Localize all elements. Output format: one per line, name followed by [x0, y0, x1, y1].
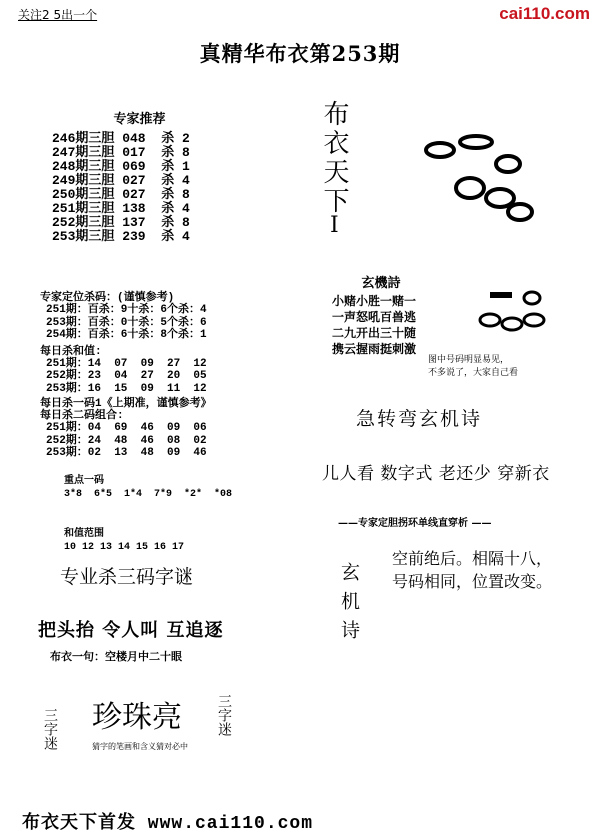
- expert-row: 248期三胆 069 杀 1: [52, 159, 190, 174]
- daily-two-row: 253期：02 13 48 09 46: [46, 447, 207, 459]
- expert-row: 251期三胆 138 杀 4: [52, 201, 190, 216]
- xuanji-line: 号码相同，位置改变。: [392, 572, 553, 591]
- pearl-riddle: 珍珠亮: [92, 700, 182, 735]
- poem-line: 一声怒吼百兽逃: [332, 310, 417, 324]
- expert-row: 250期三胆 027 杀 8: [52, 187, 190, 202]
- poem-panel: [330, 270, 432, 362]
- poem-line: 携云握雨挺刺激: [332, 342, 417, 356]
- expert-row: 246期三胆 048 杀 2: [52, 131, 190, 146]
- pearl-note: 猜字的笔画和含义猜对必中: [92, 742, 188, 751]
- expert-panel: [42, 98, 237, 263]
- circles-figure: [420, 128, 540, 228]
- hint-note-line: 图中号码明显易见，: [428, 355, 510, 365]
- brand-url[interactable]: cai110.com: [499, 4, 590, 23]
- xuanji-line: 空前绝后。相隔十八，: [392, 549, 553, 568]
- sum-range-label: 和值范围: [64, 529, 105, 540]
- numbers-figure: [476, 288, 556, 340]
- daily-two-row: 251期：04 69 46 09 06: [46, 422, 207, 434]
- position-kill-row: 254期：百杀：6十杀：8个杀：1: [46, 329, 207, 341]
- top-note: 关注2 5出一个: [18, 8, 98, 22]
- roman-numeral: I: [330, 213, 339, 238]
- daily-sum-title: 每日杀和值:: [40, 345, 102, 358]
- sum-range-values: 10 12 13 14 15 16 17: [64, 541, 185, 553]
- expert-title: 专家推荐: [113, 112, 166, 127]
- hint-note-line: 不多说了，大家自己看: [428, 368, 519, 378]
- kill-panel: [40, 292, 270, 567]
- expert-row: 247期三胆 017 杀 8: [52, 145, 190, 160]
- expert-row: 253期三胆 239 杀 4: [52, 229, 190, 244]
- focus-label: 重点一码: [64, 476, 105, 487]
- riddle-title: 专业杀三码字谜: [60, 566, 194, 588]
- riddle-right-label: 三字迷: [216, 694, 232, 736]
- footer-text[interactable]: 布衣天下首发 www.cai110.com: [22, 814, 314, 834]
- four-phrase: 儿人看 数字式 老还少 穿新衣: [322, 464, 550, 484]
- focus-values: 3*8 6*5 1*4 7*9 *2* *08: [64, 488, 233, 500]
- daily-sum-row: 253期：16 15 09 11 12: [46, 382, 207, 395]
- buyi-tianxia-vertical: 布衣天下: [319, 100, 349, 216]
- expert-row: 249期三胆 027 杀 4: [52, 173, 190, 188]
- hint-note: [428, 354, 518, 380]
- daily-sum-row: 251期：14 07 09 27 12: [46, 357, 207, 370]
- expert-line: ——专家定胆拐环单线直穿析 ——: [338, 518, 492, 529]
- riddle-line: 把头抬 令人叫 互追逐: [38, 620, 224, 641]
- daily-sum-row: 252期：23 04 27 20 05: [46, 370, 207, 382]
- daily-two-row: 252期：24 48 46 08 02: [46, 434, 207, 447]
- xuanji-text: [392, 547, 562, 593]
- riddle-left-label: 三字迷: [42, 708, 58, 750]
- riddle-hint: 布衣一句：空楼月中二十眼: [50, 650, 182, 663]
- daily-two-title: 每日杀二码组合:: [40, 410, 124, 422]
- poem-line: 小赌小胜一赌一: [332, 294, 417, 308]
- daily-one-title: 每日杀一码1《上期准，谨慎参考》: [40, 398, 212, 410]
- position-kill-row: 253期：百杀：0十杀：5个杀：6: [46, 316, 207, 329]
- xuanji-label: 玄机诗: [338, 562, 360, 649]
- expert-row: 252期三胆 137 杀 8: [52, 215, 190, 230]
- position-kill-title: 专家定位杀码：(谨慎参考): [40, 292, 175, 304]
- twist-title: 急转弯玄机诗: [356, 408, 483, 430]
- poem-title: 玄機詩: [361, 276, 401, 291]
- poem-line: 二九开出三十随: [332, 326, 417, 340]
- page-title: 真精华布衣第253期: [199, 41, 401, 66]
- position-kill-row: 251期：百杀：9十杀：6个杀：4: [46, 304, 207, 316]
